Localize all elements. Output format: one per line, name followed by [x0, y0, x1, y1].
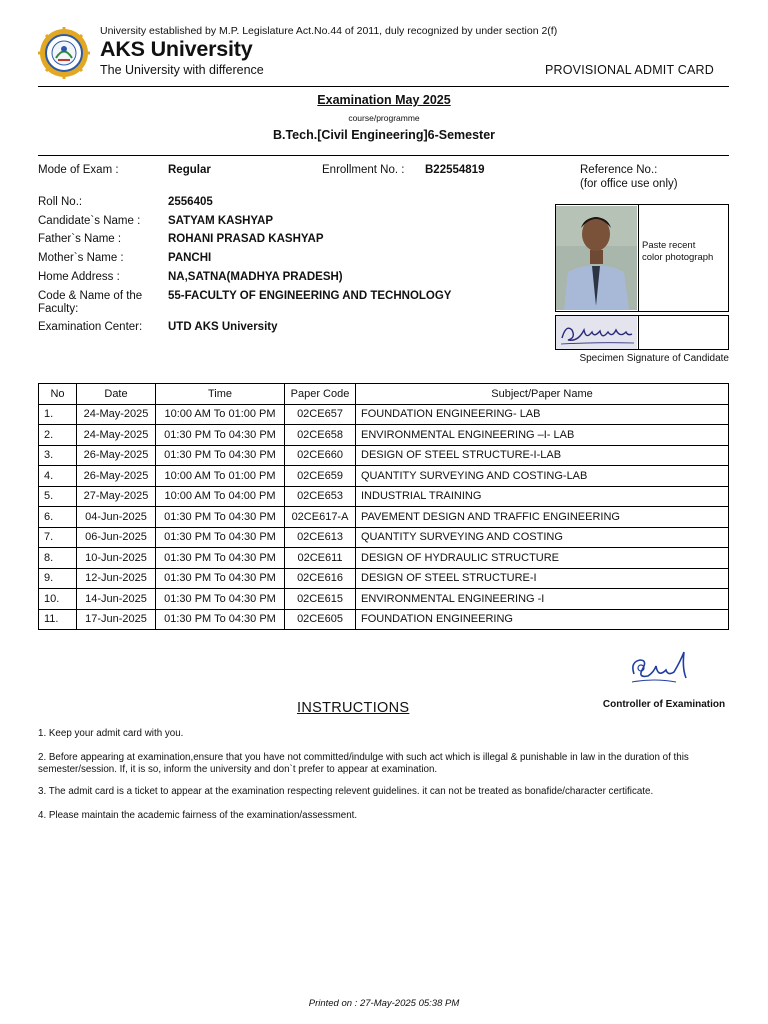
mother-name-label: Mother`s Name : [38, 252, 124, 264]
row-no: 10. [39, 589, 77, 610]
row-date: 04-Jun-2025 [77, 507, 156, 528]
row-subject: QUANTITY SURVEYING AND COSTING-LAB [356, 466, 729, 487]
row-no: 1. [39, 404, 77, 425]
photo-instruction-line1: Paste recent [642, 240, 696, 251]
table-row [39, 404, 729, 425]
table-row [39, 527, 729, 548]
instructions-title: INSTRUCTIONS [297, 700, 410, 716]
row-subject: QUANTITY SURVEYING AND COSTING [356, 527, 729, 548]
row-paper-code: 02CE653 [285, 486, 356, 507]
row-time: 01:30 PM To 04:30 PM [156, 548, 285, 569]
reference-note: (for office use only) [580, 178, 678, 190]
candidate-photo [556, 206, 637, 310]
university-tagline: The University with difference [100, 63, 264, 77]
signature-divider [638, 315, 639, 350]
row-time: 01:30 PM To 04:30 PM [156, 527, 285, 548]
table-row [39, 425, 729, 446]
row-date: 26-May-2025 [77, 466, 156, 487]
row-subject: ENVIRONMENTAL ENGINEERING –I- LAB [356, 425, 729, 446]
photo-instruction-line2: color photograph [642, 252, 714, 263]
col-header-subject: Subject/Paper Name [356, 384, 729, 405]
row-no: 6. [39, 507, 77, 528]
university-name: AKS University [100, 37, 253, 61]
father-name-label: Father`s Name : [38, 233, 122, 245]
table-row [39, 609, 729, 630]
row-date: 14-Jun-2025 [77, 589, 156, 610]
instruction-item: 4. Please maintain the academic fairness of the examination/assessment. [38, 810, 358, 821]
mother-name-value: PANCHI [168, 252, 212, 264]
admit-card-type: PROVISIONAL ADMIT CARD [544, 63, 714, 77]
row-time: 10:00 AM To 01:00 PM [156, 404, 285, 425]
controller-signature-icon [624, 648, 704, 694]
course-divider [38, 155, 729, 156]
father-name-value: ROHANI PRASAD KASHYAP [168, 233, 324, 245]
row-paper-code: 02CE616 [285, 568, 356, 589]
reference-label: Reference No.: [580, 164, 658, 176]
specimen-signature-label: Specimen Signature of Candidate [579, 353, 729, 364]
col-header-paper-code: Paper Code [285, 384, 356, 405]
candidate-signature [556, 316, 637, 349]
row-no: 4. [39, 466, 77, 487]
row-no: 8. [39, 548, 77, 569]
row-date: 10-Jun-2025 [77, 548, 156, 569]
row-paper-code: 02CE615 [285, 589, 356, 610]
exam-schedule-table [38, 383, 729, 630]
row-date: 24-May-2025 [77, 404, 156, 425]
row-time: 01:30 PM To 04:30 PM [156, 609, 285, 630]
row-date: 24-May-2025 [77, 425, 156, 446]
row-time: 01:30 PM To 04:30 PM [156, 589, 285, 610]
table-row [39, 507, 729, 528]
instruction-item: 2. Before appearing at examination,ensure that you have not committed/indulge with such act which is illegal & punishable in law in the duration of this semester/session. If, it is so, inform the university and don`t prefer to appear at examination. [38, 752, 689, 775]
row-subject: DESIGN OF HYDRAULIC STRUCTURE [356, 548, 729, 569]
candidate-signature-icon [556, 316, 637, 349]
row-time: 10:00 AM To 04:00 PM [156, 486, 285, 507]
row-paper-code: 02CE605 [285, 609, 356, 630]
candidate-name-label: Candidate`s Name : [38, 215, 141, 227]
row-subject: ENVIRONMENTAL ENGINEERING -I [356, 589, 729, 610]
row-subject: DESIGN OF STEEL STRUCTURE-I-LAB [356, 445, 729, 466]
table-row [39, 548, 729, 569]
row-subject: INDUSTRIAL TRAINING [356, 486, 729, 507]
row-date: 06-Jun-2025 [77, 527, 156, 548]
candidate-name-value: SATYAM KASHYAP [168, 215, 274, 227]
table-row [39, 466, 729, 487]
center-value: UTD AKS University [168, 321, 278, 333]
row-no: 11. [39, 609, 77, 630]
row-time: 01:30 PM To 04:30 PM [156, 507, 285, 528]
row-date: 26-May-2025 [77, 445, 156, 466]
exam-title: Examination May 2025 [317, 93, 451, 107]
table-row [39, 589, 729, 610]
col-header-time: Time [156, 384, 285, 405]
row-no: 2. [39, 425, 77, 446]
course-name: B.Tech.[Civil Engineering]6-Semester [272, 128, 496, 142]
row-paper-code: 02CE658 [285, 425, 356, 446]
row-no: 5. [39, 486, 77, 507]
photo-divider [638, 204, 639, 312]
row-time: 01:30 PM To 04:30 PM [156, 568, 285, 589]
candidate-portrait-icon [556, 206, 637, 310]
address-label: Home Address : [38, 271, 120, 283]
row-date: 27-May-2025 [77, 486, 156, 507]
table-row [39, 486, 729, 507]
instruction-item: 1. Keep your admit card with you. [38, 728, 184, 739]
table-row [39, 568, 729, 589]
row-subject: FOUNDATION ENGINEERING [356, 609, 729, 630]
roll-label: Roll No.: [38, 196, 83, 208]
row-no: 3. [39, 445, 77, 466]
row-subject: FOUNDATION ENGINEERING- LAB [356, 404, 729, 425]
faculty-value: 55-FACULTY OF ENGINEERING AND TECHNOLOGY [168, 290, 452, 302]
center-label: Examination Center: [38, 321, 143, 333]
row-date: 12-Jun-2025 [77, 568, 156, 589]
enrollment-value: B22554819 [425, 164, 485, 176]
row-time: 01:30 PM To 04:30 PM [156, 445, 285, 466]
row-time: 01:30 PM To 04:30 PM [156, 425, 285, 446]
course-label: course/programme [348, 113, 420, 123]
controller-label: Controller of Examination [602, 699, 726, 710]
faculty-label-line2: Faculty: [38, 303, 79, 315]
mode-value: Regular [168, 164, 211, 176]
photo-instruction [642, 240, 713, 264]
row-paper-code: 02CE660 [285, 445, 356, 466]
header-divider [38, 86, 729, 87]
col-header-date: Date [77, 384, 156, 405]
roll-value: 2556405 [168, 196, 213, 208]
faculty-label [38, 290, 142, 315]
establishment-note: University established by M.P. Legislature Act.No.44 of 2011, duly recognized by under section 2(f) [100, 25, 558, 37]
row-paper-code: 02CE613 [285, 527, 356, 548]
row-paper-code: 02CE611 [285, 548, 356, 569]
row-no: 7. [39, 527, 77, 548]
col-header-no: No [39, 384, 77, 405]
row-paper-code: 02CE659 [285, 466, 356, 487]
enrollment-label: Enrollment No. : [322, 164, 405, 176]
faculty-label-line1: Code & Name of the [38, 290, 143, 302]
row-subject: PAVEMENT DESIGN AND TRAFFIC ENGINEERING [356, 507, 729, 528]
row-date: 17-Jun-2025 [77, 609, 156, 630]
printed-timestamp: Printed on : 27-May-2025 05:38 PM [308, 998, 460, 1009]
instruction-item: 3. The admit card is a ticket to appear at the examination respecting relevent guidelines. it can not be treated as bonafide/character certificate. [38, 786, 654, 797]
table-header-row [39, 384, 729, 405]
row-paper-code: 02CE617-A [285, 507, 356, 528]
mode-label: Mode of Exam : [38, 164, 119, 176]
table-row [39, 445, 729, 466]
row-subject: DESIGN OF STEEL STRUCTURE-I [356, 568, 729, 589]
university-seal-icon [38, 27, 90, 79]
address-value: NA,SATNA(MADHYA PRADESH) [168, 271, 343, 283]
row-no: 9. [39, 568, 77, 589]
row-time: 10:00 AM To 01:00 PM [156, 466, 285, 487]
row-paper-code: 02CE657 [285, 404, 356, 425]
